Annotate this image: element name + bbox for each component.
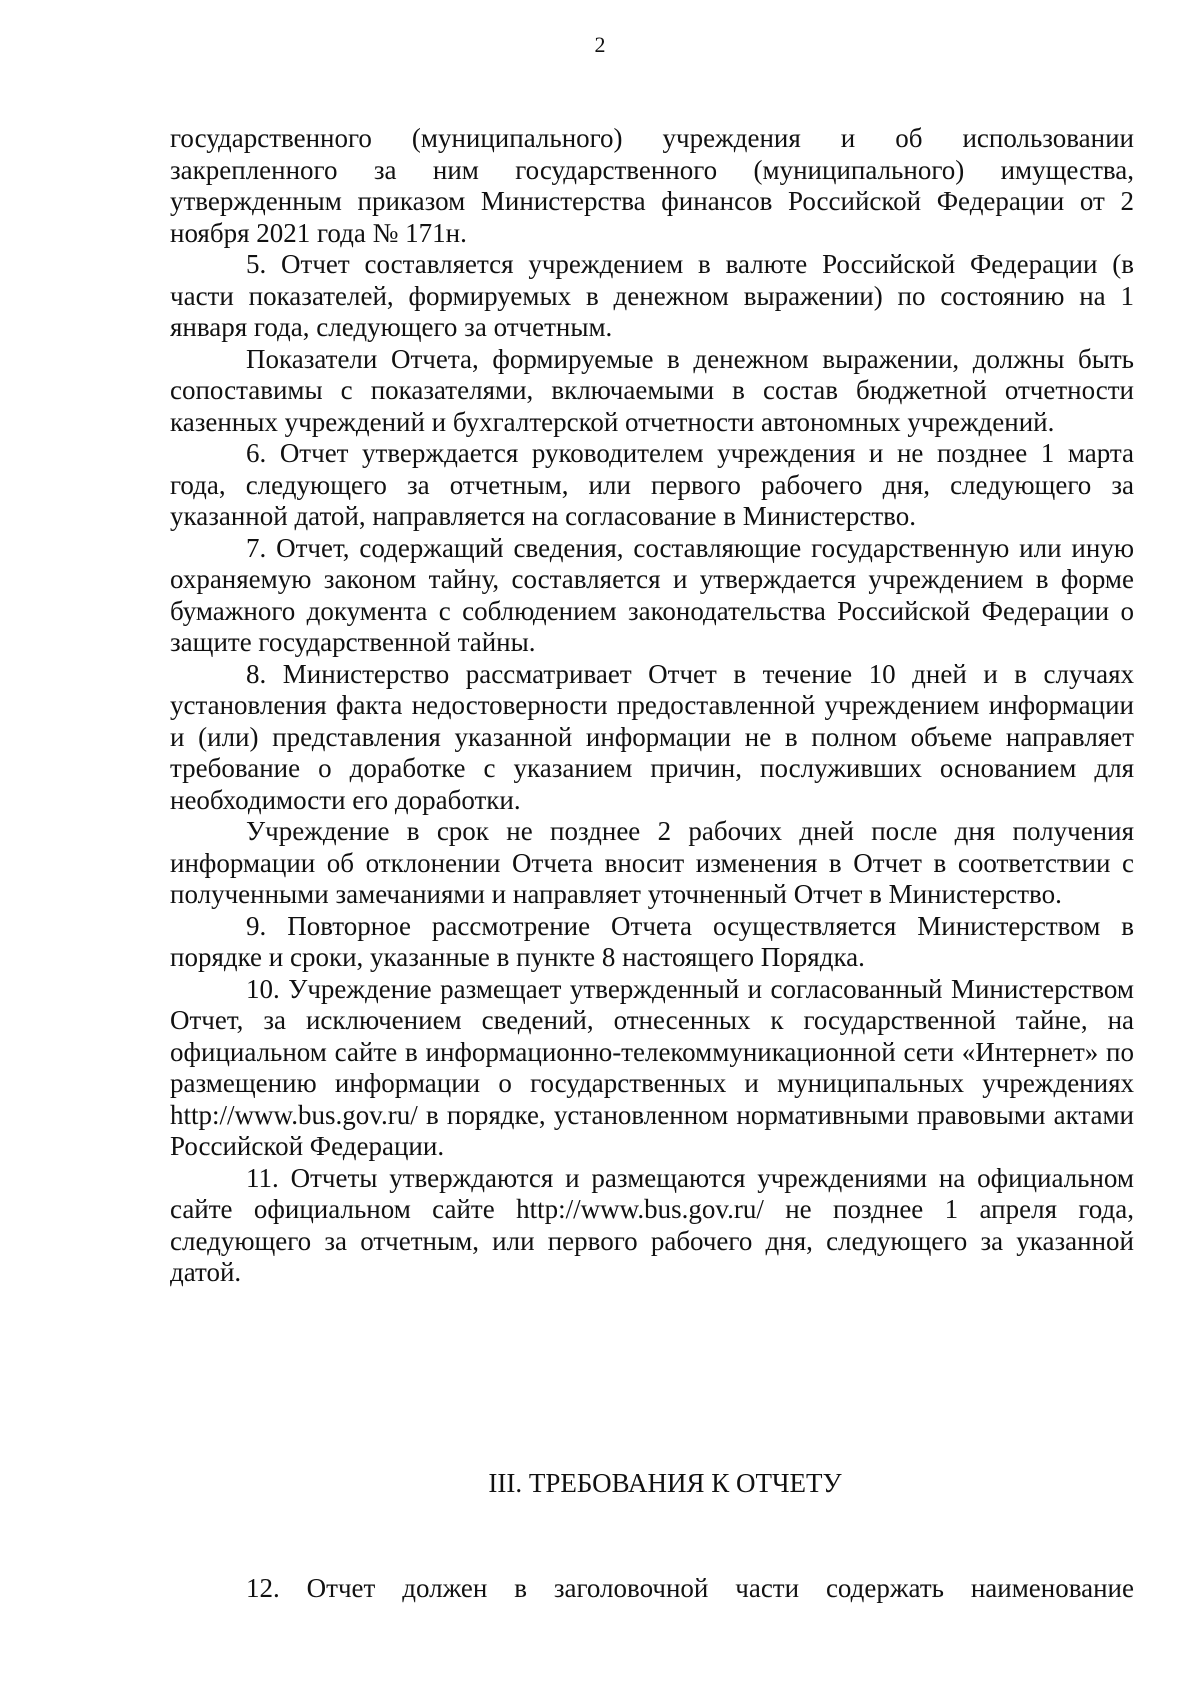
- paragraph-item-8-revision: Учреждение в срок не позднее 2 рабочих дней после дня получения информации об отклонении Отчета вносит изменения в Отчет в соответствии с полученными замечаниями и направляет уточненный Отчет в Министерство.: [170, 816, 1134, 909]
- paragraph-item-9: 9. Повторное рассмотрение Отчета осуществляется Министерством в порядке и сроки, указанные в пункте 8 настоящего Порядка.: [170, 910, 1134, 972]
- paragraph-item-6: 6. Отчет утверждается руководителем учреждения и не позднее 1 марта года, следующего за отчетным, или первого рабочего дня, следующего за указанной датой, направляется на согласование в Министерство.: [170, 438, 1134, 531]
- paragraph-item-8: 8. Министерство рассматривает Отчет в течение 10 дней и в случаях установления факта недостоверности предоставленной учреждением информации и (или) представления указанной информации не в полном объеме направляет требование о доработке с указанием причин, послуживших основанием для необходимости его доработки.: [170, 658, 1134, 815]
- document-body: [170, 123, 1134, 1289]
- paragraph-item-7: 7. Отчет, содержащий сведения, составляющие государственную или иную охраняемую законом тайну, составляется и утверждается учреждением в форме бумажного документа с соблюдением законодательства Российской Федерации о защите государственной тайны.: [170, 532, 1134, 657]
- section-heading: III. ТРЕБОВАНИЯ К ОТЧЕТУ: [488, 1468, 842, 1498]
- paragraph-item-5: 5. Отчет составляется учреждением в валюте Российской Федерации (в части показателей, формируемых в денежном выражении) по состоянию на 1 января года, следующего за отчетным.: [170, 249, 1134, 342]
- page-number: 2: [594, 32, 606, 57]
- paragraph-item-5-indicators: Показатели Отчета, формируемые в денежном выражении, должны быть сопоставимы с показателями, включаемыми в состав бюджетной отчетности казенных учреждений и бухгалтерской отчетности автономных учреждений.: [170, 343, 1134, 437]
- paragraph-continuation: государственного (муниципального) учреждения и об использовании закрепленного за ним государственного (муниципального) имущества, утвержденным приказом Министерства финансов Российской Федерации от 2 ноября 2021 года № 171н.: [170, 123, 1134, 248]
- paragraph-item-10: 10. Учреждение размещает утвержденный и согласованный Министерством Отчет, за исключением сведений, отнесенных к государственной тайне, на официальном сайте в информационно-телекоммуникационной сети «Интернет» по размещению информации о государственных и муниципальных учреждениях http://www.bus.gov.ru/ в порядке, установленном нормативными правовыми актами Российской Федерации.: [170, 973, 1134, 1161]
- paragraph-item-12: 12. Отчет должен в заголовочной части содержать наименование: [246, 1573, 1134, 1603]
- paragraph-item-11: 11. Отчеты утверждаются и размещаются учреждениями на официальном сайте официальном сайте http://www.bus.gov.ru/ не позднее 1 апреля года, следующего за отчетным, или первого рабочего дня, следующего за указанной датой.: [170, 1162, 1134, 1287]
